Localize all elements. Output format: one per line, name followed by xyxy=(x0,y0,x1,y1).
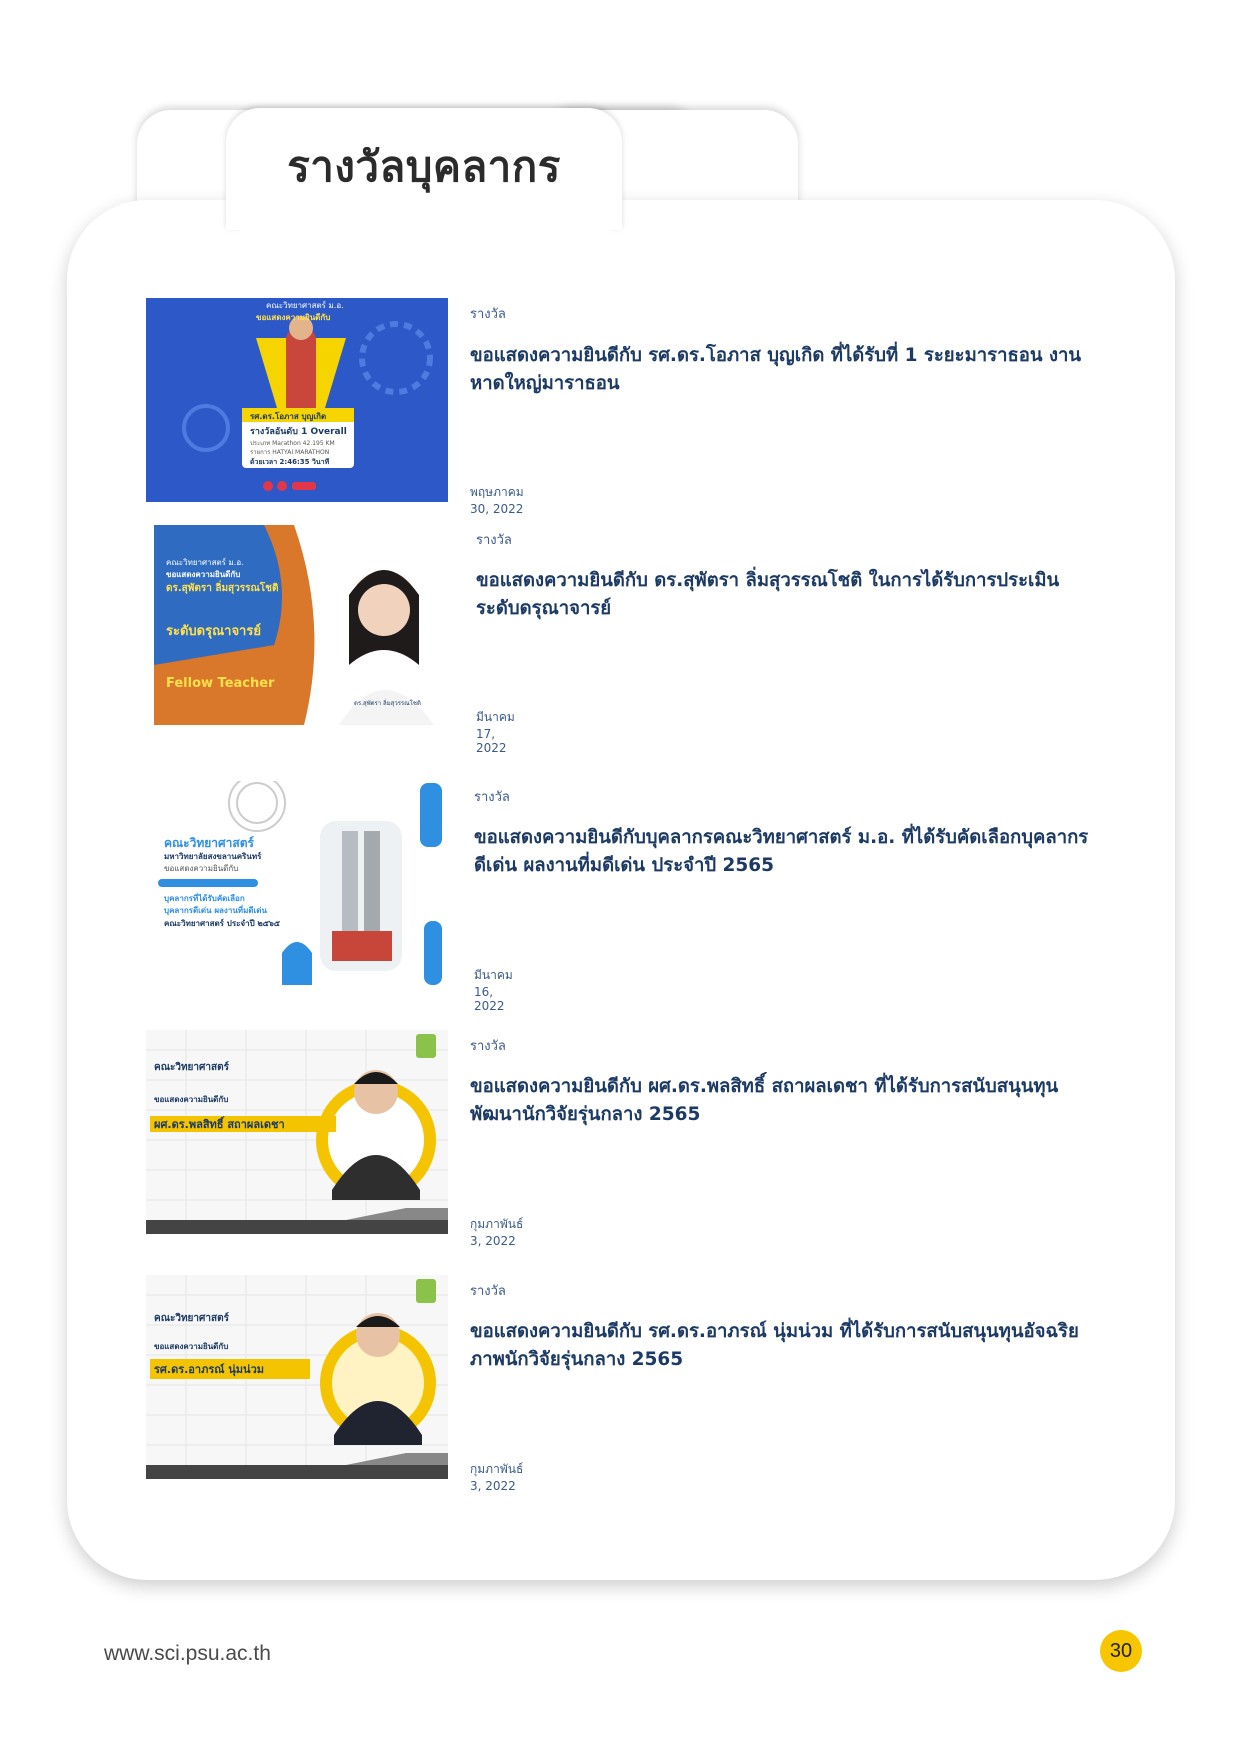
post-title[interactable]: ขอแสดงความยินดีกับ รศ.ดร.อาภรณ์ นุ่มน่วม ที่ได้รับการสนับสนุนทุนอัจฉริยภาพนักวิจัยรุ่นกลาง 2565 xyxy=(470,1321,1079,1370)
post-thumbnail[interactable] xyxy=(152,781,454,985)
poster-header1: คณะวิทยาศาสตร์ xyxy=(164,836,254,850)
post-thumbnail[interactable] xyxy=(146,1275,448,1479)
poster-header2: มหาวิทยาลัยสงขลานครินทร์ xyxy=(164,852,262,861)
post-title[interactable]: ขอแสดงความยินดีกับ ดร.สุพัตรา ลิ่มสุวรรณโชติ ในการได้รับการประเมินระดับดรุณาจารย์ xyxy=(476,570,1060,619)
poster-header2: ขอแสดงความยินดีกับ xyxy=(154,1095,229,1104)
post-category[interactable]: รางวัล xyxy=(470,1284,506,1299)
post-date: กุมภาพันธ์ 3, 2022 xyxy=(470,1217,524,1248)
tab-card-joint xyxy=(240,196,610,236)
poster-header2: ขอแสดงความยินดีกับ xyxy=(166,570,241,579)
post-date: มีนาคม 16, 2022 xyxy=(474,968,513,1013)
poster-header1: คณะวิทยาศาสตร์ ม.อ. xyxy=(266,301,344,310)
poster-award: รางวัลอันดับ 1 Overall xyxy=(250,427,347,437)
poster-award: ระดับดรุณาจารย์ xyxy=(166,624,261,639)
post-title[interactable]: ขอแสดงความยินดีกับ ผศ.ดร.พลสิทธิ์ สถาผลเดชา ที่ได้รับการสนับสนุนทุนพัฒนานักวิจัยรุ่นกลาง 2565 xyxy=(470,1076,1059,1125)
poster-name: รศ.ดร.โอภาส บุญเกิด xyxy=(250,412,327,421)
poster-time: ด้วยเวลา 2:46:35 วินาที xyxy=(250,458,330,466)
post-category[interactable]: รางวัล xyxy=(470,1039,506,1054)
post-category[interactable]: รางวัล xyxy=(470,307,506,322)
poster-line3: คณะวิทยาศาสตร์ ประจำปี ๒๕๖๕ xyxy=(164,919,280,928)
poster-name: ผศ.ดร.พลสิทธิ์ สถาผลเดชา xyxy=(154,1118,285,1131)
post-title[interactable]: ขอแสดงความยินดีกับบุคลากรคณะวิทยาศาสตร์ ม.อ. ที่ได้รับคัดเลือกบุคลากรดีเด่น ผลงานที่มดีเด่น ประจำปี 2565 xyxy=(474,827,1089,876)
section-title: รางวัลบุคลากร xyxy=(287,142,561,191)
post-thumbnail[interactable] xyxy=(146,298,448,502)
poster-badge: Fellow Teacher xyxy=(166,676,275,691)
poster-header1: คณะวิทยาศาสตร์ ม.อ. xyxy=(166,558,244,567)
poster-header1: คณะวิทยาศาสตร์ xyxy=(154,1062,229,1073)
poster-name: รศ.ดร.อาภรณ์ นุ่มน่วม xyxy=(154,1363,264,1376)
post-title[interactable]: ขอแสดงความยินดีกับ รศ.ดร.โอภาส บุญเกิด ที่ได้รับที่ 1 ระยะมาราธอน งานหาดใหญ่มาราธอน xyxy=(470,345,1082,394)
poster-line1: ประเภท Marathon 42.195 KM xyxy=(250,440,335,447)
page-number-badge: 30 xyxy=(1100,1630,1142,1672)
post-category[interactable]: รางวัล xyxy=(476,533,512,548)
fellow-teacher-poster xyxy=(154,525,456,725)
marathon-poster xyxy=(146,298,448,502)
poster-header1: คณะวิทยาศาสตร์ xyxy=(154,1313,229,1324)
post-category[interactable]: รางวัล xyxy=(474,790,510,805)
poster-line1: บุคลากรที่ได้รับคัดเลือก xyxy=(164,894,245,903)
poster-header3: ขอแสดงความยินดีกับ xyxy=(164,864,239,873)
post-thumbnail[interactable] xyxy=(146,1030,448,1234)
footer-url[interactable]: www.sci.psu.ac.th xyxy=(104,1642,271,1665)
poster-caption: ดร.สุพัตรา ลิ่มสุวรรณโชติ xyxy=(354,700,421,707)
outstanding-staff-poster xyxy=(152,781,454,985)
poster-line2: รายการ HATYAI MARATHON xyxy=(250,449,330,456)
post-date: กุมภาพันธ์ 3, 2022 xyxy=(470,1462,524,1493)
poster-name: ดร.สุพัตรา ลิ่มสุวรรณโชติ xyxy=(166,583,279,594)
poster-header2: ขอแสดงความยินดีกับ xyxy=(256,313,331,322)
post-date: มีนาคม 17, 2022 xyxy=(476,710,515,755)
researcher-grant-poster xyxy=(146,1030,448,1234)
post-date: พฤษภาคม 30, 2022 xyxy=(470,485,524,516)
post-thumbnail[interactable] xyxy=(154,525,456,725)
poster-header2: ขอแสดงความยินดีกับ xyxy=(154,1342,229,1351)
researcher-grant-poster xyxy=(146,1275,448,1479)
poster-line2: บุคลากรดีเด่น ผลงานที่มดีเด่น xyxy=(164,906,267,915)
